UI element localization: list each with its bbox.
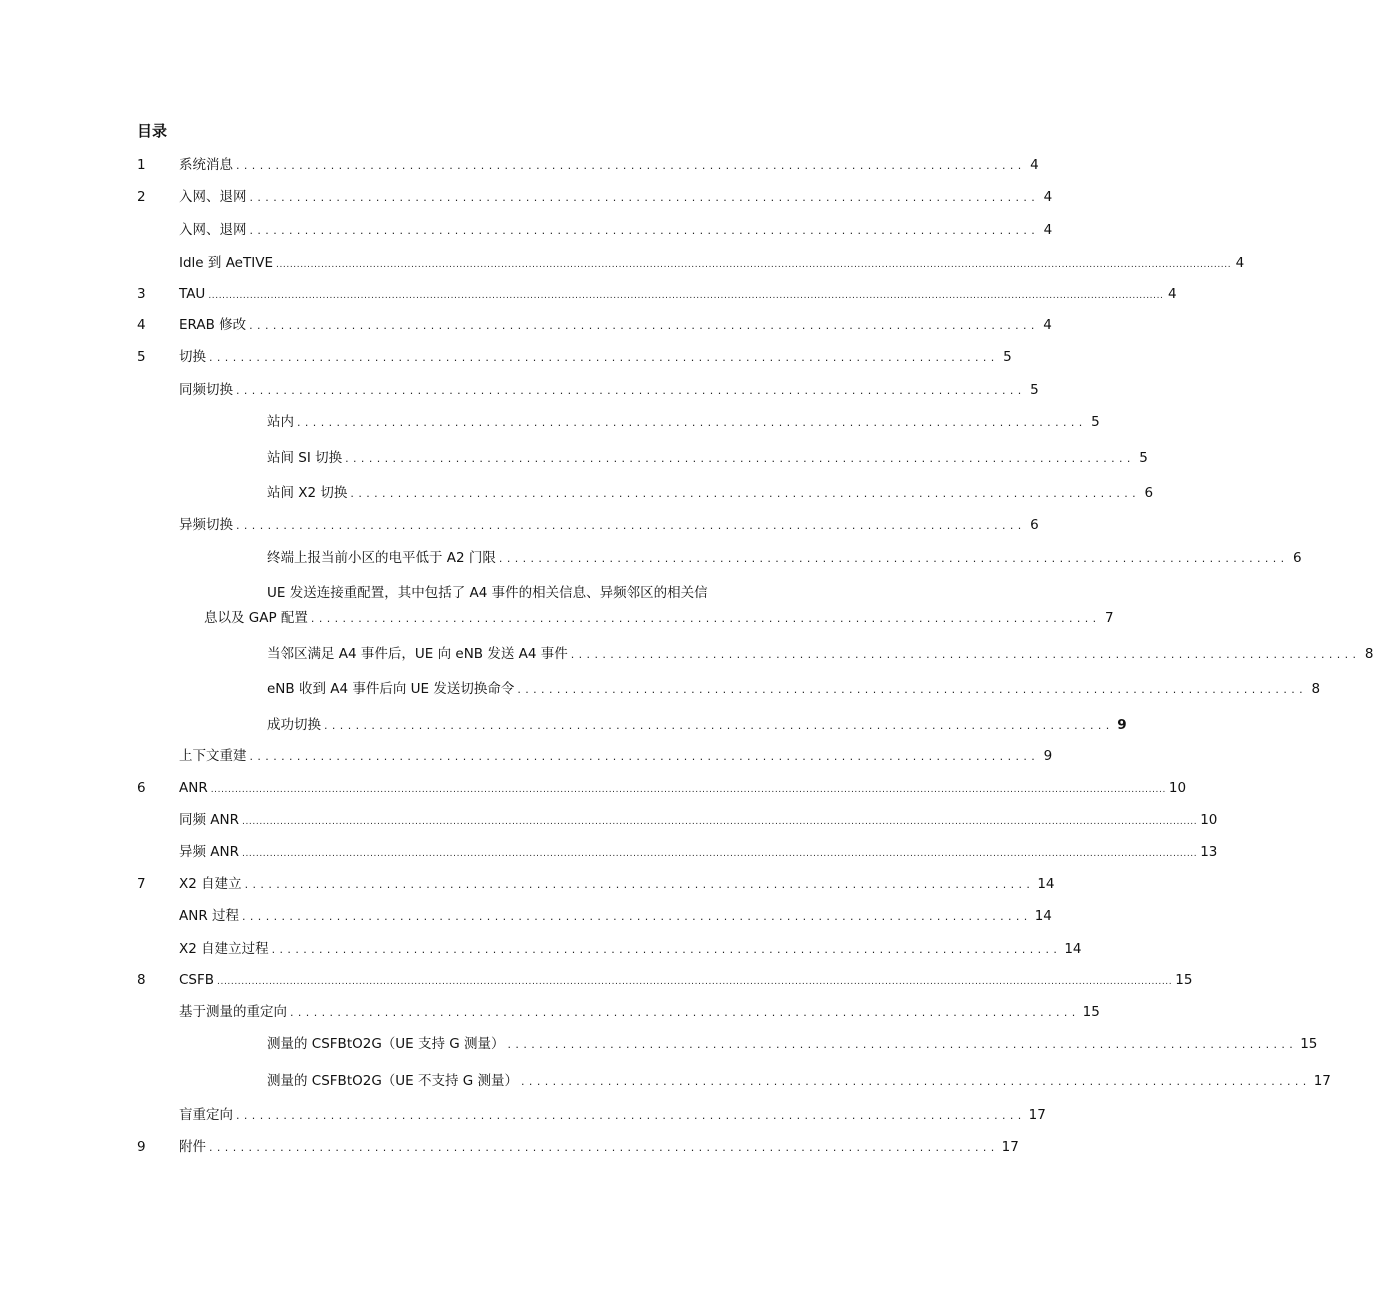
dot-leader: .................................................................................................... (242, 910, 1032, 923)
toc-entry-label: 异频 ANR (179, 844, 240, 860)
toc-number: 1 (137, 157, 146, 173)
toc-number: 2 (137, 189, 146, 205)
dot-leader: .................................................................................................... (290, 1006, 1080, 1019)
toc-entry[interactable] (267, 679, 1321, 699)
toc-entry-label: 入网、退网 (179, 222, 247, 238)
toc-entry[interactable] (267, 1034, 1318, 1054)
toc-entry-page: 4 (1043, 189, 1053, 205)
dot-leader: .................................................................................................... (271, 943, 1062, 956)
toc-entry-page: 5 (1139, 450, 1148, 466)
toc-entry-page: 4 (1043, 317, 1052, 333)
toc-entry-label: 系统消息 (179, 157, 233, 173)
toc-entry[interactable] (179, 515, 1039, 535)
toc-entry[interactable] (179, 906, 1052, 926)
dot-leader: .................................................................................................... (324, 719, 1114, 732)
toc-entry-page: 15 (1300, 1036, 1318, 1052)
toc-entry-label-line1[interactable]: UE 发送连接重配置，其中包括了 A4 事件的相关信息、异频邻区的相关信 (267, 585, 708, 601)
toc-entry-page: 5 (1003, 349, 1012, 365)
dot-leader: .................................................................................................... (249, 191, 1040, 204)
toc-entry-label: TAU (179, 286, 206, 302)
toc-entry-label: 同频切换 (179, 382, 233, 398)
toc-entry-page: 13 (1200, 844, 1218, 860)
toc-entry-label: CSFB (179, 972, 215, 988)
toc-entry-page: 10 (1168, 780, 1187, 796)
toc-entry[interactable] (179, 970, 1193, 990)
toc-number: 7 (137, 876, 146, 892)
toc-entry[interactable] (179, 810, 1218, 830)
toc-entry-page: 17 (1028, 1107, 1046, 1123)
toc-entry-page: 5 (1030, 382, 1039, 398)
toc-entry[interactable] (267, 548, 1302, 568)
toc-entry[interactable] (179, 1105, 1046, 1125)
toc-entry-page: 15 (1175, 972, 1193, 988)
toc-number: 5 (137, 349, 146, 365)
toc-entry-page: 14 (1037, 876, 1055, 892)
toc-number: 8 (137, 972, 146, 988)
toc-entry[interactable] (179, 253, 1245, 273)
toc-entry[interactable] (179, 187, 1053, 207)
toc-entry[interactable] (179, 155, 1039, 175)
toc-entry-label: 同频 ANR (179, 812, 240, 828)
toc-entry[interactable] (267, 448, 1148, 468)
toc-entry-label: X2 自建立 (179, 876, 242, 892)
toc-entry-label: 基于测量的重定向 (179, 1004, 287, 1020)
dot-leader: .................................................................................................... (209, 351, 999, 364)
toc-entry-page: 6 (1144, 485, 1154, 501)
toc-entry[interactable] (179, 778, 1187, 798)
toc-number: 4 (137, 317, 146, 333)
dot-leader: .................................................................................................... (310, 612, 1101, 625)
toc-entry-page: 14 (1034, 908, 1052, 924)
toc-entry-label: 当邻区满足 A4 事件后，UE 向 eNB 发送 A4 事件 (267, 646, 568, 662)
toc-entry-label: Idle 到 AeTIVE (179, 255, 273, 271)
dot-leader: .................................................................................................... (517, 683, 1308, 696)
toc-entry-page: 4 (1030, 157, 1039, 173)
toc-title: 目录 (137, 122, 168, 140)
toc-entry[interactable] (179, 380, 1039, 400)
dot-leader: .................................................................................................... (249, 750, 1040, 763)
toc-entry[interactable] (179, 874, 1055, 894)
toc-entry[interactable] (267, 483, 1154, 503)
toc-entry-label: 上下文重建 (179, 748, 247, 764)
toc-entry-label-line2: 息以及 GAP 配置 (204, 610, 308, 626)
dot-leader: .................................................................................................... (209, 1141, 999, 1154)
toc-entry[interactable] (179, 939, 1082, 959)
dot-leader: .................................................................................................................................................................................................................................................................................... (210, 785, 1166, 795)
dot-leader: .................................................................................................... (244, 878, 1035, 891)
toc-entry-label: 终端上报当前小区的电平低于 A2 门限 (267, 550, 496, 566)
toc-entry[interactable] (179, 746, 1053, 766)
toc-number: 6 (137, 780, 146, 796)
dot-leader: .................................................................................................... (236, 384, 1026, 397)
toc-entry[interactable] (267, 715, 1127, 735)
toc-entry-page: 9 (1117, 717, 1127, 733)
toc-entry[interactable] (267, 644, 1373, 664)
dot-leader: .................................................................................................................................................................................................................................................................................... (208, 291, 1164, 301)
toc-entry-page: 4 (1043, 222, 1053, 238)
toc-entry[interactable] (179, 284, 1177, 304)
toc-entry-label: 异频切换 (179, 517, 233, 533)
toc-entry[interactable] (179, 842, 1218, 862)
toc-entry-page: 6 (1293, 550, 1302, 566)
toc-entry-label: 入网、退网 (179, 189, 247, 205)
toc-entry-page: 8 (1364, 646, 1373, 662)
dot-leader: .................................................................................................... (345, 452, 1135, 465)
toc-entry-page: 4 (1235, 255, 1245, 271)
toc-entry-page: 6 (1030, 517, 1039, 533)
toc-number: 9 (137, 1139, 146, 1155)
toc-entry-label: 站间 X2 切换 (267, 485, 348, 501)
toc-entry-page: 17 (1001, 1139, 1019, 1155)
toc-entry-page: 5 (1091, 414, 1100, 430)
dot-leader: .................................................................................................... (297, 416, 1087, 429)
dot-leader: .................................................................................................................................................................................................................................................................................... (217, 977, 1173, 987)
toc-number: 3 (137, 286, 146, 302)
toc-entry-page: 17 (1313, 1073, 1331, 1089)
toc-entry-label: 测量的 CSFBtO2G（UE 支持 G 测量） (267, 1036, 505, 1052)
toc-entry-page: 14 (1064, 941, 1082, 957)
toc-entry-page: 7 (1105, 610, 1114, 626)
toc-entry[interactable] (267, 412, 1100, 432)
dot-leader: .................................................................................................... (498, 552, 1289, 565)
toc-entry-page: 15 (1082, 1004, 1100, 1020)
dot-leader: .................................................................................................... (249, 319, 1039, 332)
dot-leader: .................................................................................................................................................................................................................................................................................... (242, 849, 1198, 859)
toc-entry-label: X2 自建立过程 (179, 941, 269, 957)
dot-leader: .................................................................................................... (236, 159, 1026, 172)
toc-entry-label: ERAB 修改 (179, 317, 247, 333)
toc-entry[interactable] (179, 220, 1053, 240)
toc-entry-label: 成功切换 (267, 717, 321, 733)
toc-entry-page: 9 (1043, 748, 1053, 764)
dot-leader: .................................................................................................................................................................................................................................................................................... (276, 260, 1232, 270)
dot-leader: .................................................................................................... (236, 519, 1026, 532)
toc-entry[interactable] (204, 608, 1114, 628)
toc-entry-label: 站间 SI 切换 (267, 450, 343, 466)
toc-entry[interactable] (179, 315, 1052, 335)
toc-entry[interactable] (267, 1071, 1331, 1091)
toc-entry-label: 盲重定向 (179, 1107, 233, 1123)
toc-entry-label: 测量的 CSFBtO2G（UE 不支持 G 测量） (267, 1073, 519, 1089)
toc-entry-page: 8 (1311, 681, 1321, 697)
toc-entry-label: 附件 (179, 1139, 206, 1155)
toc-entry-label: ANR 过程 (179, 908, 240, 924)
toc-entry-label: eNB 收到 A4 事件后向 UE 发送切换命令 (267, 681, 515, 697)
toc-entry-page: 10 (1200, 812, 1218, 828)
toc-entry[interactable] (179, 1002, 1100, 1022)
dot-leader: .................................................................................................................................................................................................................................................................................... (242, 817, 1198, 827)
toc-entry[interactable] (179, 1137, 1019, 1157)
dot-leader: .................................................................................................... (521, 1075, 1311, 1088)
dot-leader: .................................................................................................... (236, 1109, 1026, 1122)
dot-leader: .................................................................................................... (507, 1038, 1298, 1051)
toc-entry-label: ANR (179, 780, 208, 796)
dot-leader: .................................................................................................... (570, 648, 1361, 661)
toc-entry-label: 切换 (179, 349, 206, 365)
toc-entry-page: 4 (1167, 286, 1177, 302)
dot-leader: .................................................................................................... (350, 487, 1141, 500)
dot-leader: .................................................................................................... (249, 224, 1040, 237)
toc-entry-label: 站内 (267, 414, 294, 430)
toc-entry[interactable] (179, 347, 1012, 367)
